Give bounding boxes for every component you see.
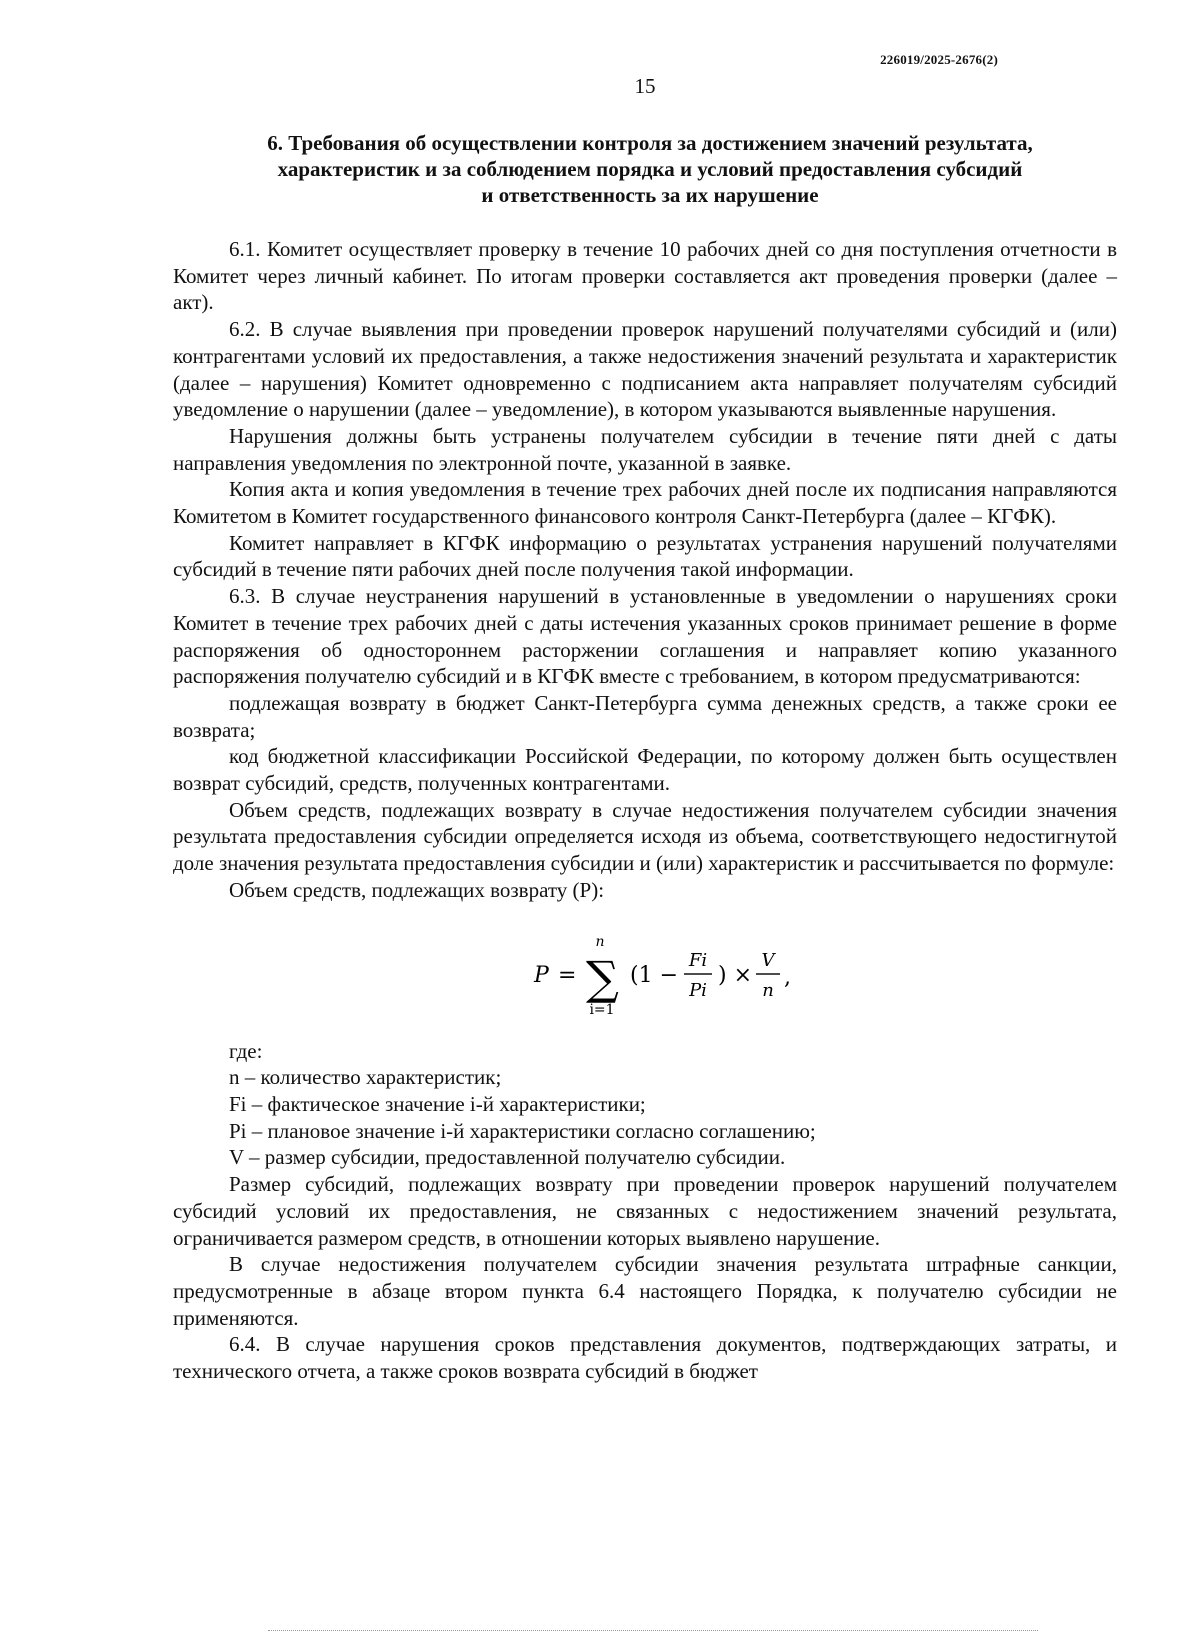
paragraph: Нарушения должны быть устранены получателем субсидии в течение пяти дней с даты направления уведомления по электронной почте, указанной в заявке. bbox=[173, 423, 1117, 475]
definitions-list bbox=[173, 1038, 1117, 1172]
paragraph: Комитет направляет в КГФК информацию о результатах устранения нарушений получателями субсидий в течение пяти рабочих дней после получения такой информации. bbox=[173, 530, 1117, 582]
paragraph: код бюджетной классификации Российской Федерации, по которому должен быть осуществлен возврат субсидий, средств, полученных контрагентами. bbox=[173, 744, 1117, 796]
definition-item: Pi – плановое значение i-й характеристики согласно соглашению; bbox=[229, 1118, 816, 1143]
paragraph: Размер субсидий, подлежащих возврату при проведении проверок нарушений получателем субсидий условий их предоставления, не связанных с недостижением значений результата, ограничивается размером средств, в отношении которых выявлено нарушение. bbox=[173, 1172, 1117, 1250]
document-number: 226019/2025-2676(2) bbox=[880, 52, 998, 67]
paragraph: В случае недостижения получателем субсидии значения результата штрафные санкции, предусмотренные в абзаце втором пункта 6.4 настоящего Порядка, к получателю субсидии не применяются. bbox=[173, 1252, 1117, 1330]
formula-equals: = bbox=[558, 962, 577, 988]
paragraph: 6.3. В случае неустранения нарушений в установленные в уведомлении о нарушениях сроки Комитет в течение трех рабочих дней с даты истечения указанных сроков принимает решение в форме распоряжения об одностороннем расторжении соглашения и направляет копию указанного распоряжения получателю субсидий и в КГФК вместе с требованием, в котором предусматриваются: bbox=[173, 584, 1117, 689]
formula-close: ) × bbox=[718, 962, 753, 988]
section-title bbox=[180, 130, 1120, 208]
paragraph: 6.2. В случае выявления при проведении проверок нарушений получателями субсидий и (или) контрагентами условий их предоставления, а также недостижения значений результата и характеристик (далее – нарушения) Комитет одновременно с подписанием акта направляет получателям субсидий уведомление о нарушении (далее – уведомление), в котором указываются выявленные нарушения. bbox=[173, 317, 1117, 422]
sum-lower-limit: i=1 bbox=[589, 1001, 615, 1018]
paragraph: Объем средств, подлежащих возврату в случае недостижения получателем субсидии значения результата предоставления субсидии определяется исходя из объема, соответствующего недостигнутой доле значения результата предоставления субсидии и (или) характеристик и рассчитывается по формуле: bbox=[173, 797, 1117, 876]
paragraph: подлежащая возврату в бюджет Санкт-Петербурга сумма денежных средств, а также сроки ее возврата; bbox=[173, 690, 1117, 742]
paragraph: 6.1. Комитет осуществляет проверку в течение 10 рабочих дней со дня поступления отчетности в Комитет через личный кабинет. По итогам проверки составляется акт проведения проверки (далее – акт). bbox=[173, 237, 1117, 315]
paragraph: 6.4. В случае нарушения сроков представления документов, подтверждающих затраты, и технического отчета, а также сроков возврата субсидий в бюджет bbox=[173, 1332, 1117, 1384]
definition-item: V – размер субсидии, предоставленной получателю субсидии. bbox=[229, 1145, 786, 1170]
definition-item: Fi – фактическое значение i-й характеристики; bbox=[229, 1091, 646, 1116]
page-bottom-edge bbox=[268, 1630, 1038, 1632]
formula-open: (1 − bbox=[630, 962, 679, 988]
section-title-line: и ответственность за их нарушение bbox=[481, 183, 819, 207]
definition-item: n – количество характеристик; bbox=[229, 1065, 502, 1090]
definition-item: где: bbox=[229, 1038, 263, 1063]
fraction2-denominator: n bbox=[762, 979, 774, 1001]
formula-lhs: P bbox=[534, 962, 549, 988]
formula-graphic bbox=[528, 930, 828, 1020]
paragraph: Объем средств, подлежащих возврату (P): bbox=[229, 877, 605, 902]
section-title-line: характеристик и за соблюдением порядка и условий предоставления субсидий bbox=[277, 157, 1023, 181]
fraction2-numerator: V bbox=[761, 949, 775, 971]
document-body bbox=[173, 236, 1117, 1385]
sigma-icon: ∑ bbox=[586, 950, 619, 1005]
fraction-denominator: Pi bbox=[689, 979, 707, 1001]
formula-tail: , bbox=[784, 964, 791, 990]
fraction-numerator: Fi bbox=[688, 949, 708, 971]
page-number: 15 bbox=[634, 74, 656, 98]
paragraph: Копия акта и копия уведомления в течение трех рабочих дней после их подписания направляются Комитетом в Комитет государственного финансового контроля Санкт-Петербурга (далее – КГФК). bbox=[173, 477, 1117, 529]
sum-upper-limit: n bbox=[595, 933, 605, 950]
section-title-line: 6. Требования об осуществлении контроля за достижением значений результата, bbox=[267, 131, 1033, 155]
refund-formula bbox=[173, 918, 1117, 1022]
